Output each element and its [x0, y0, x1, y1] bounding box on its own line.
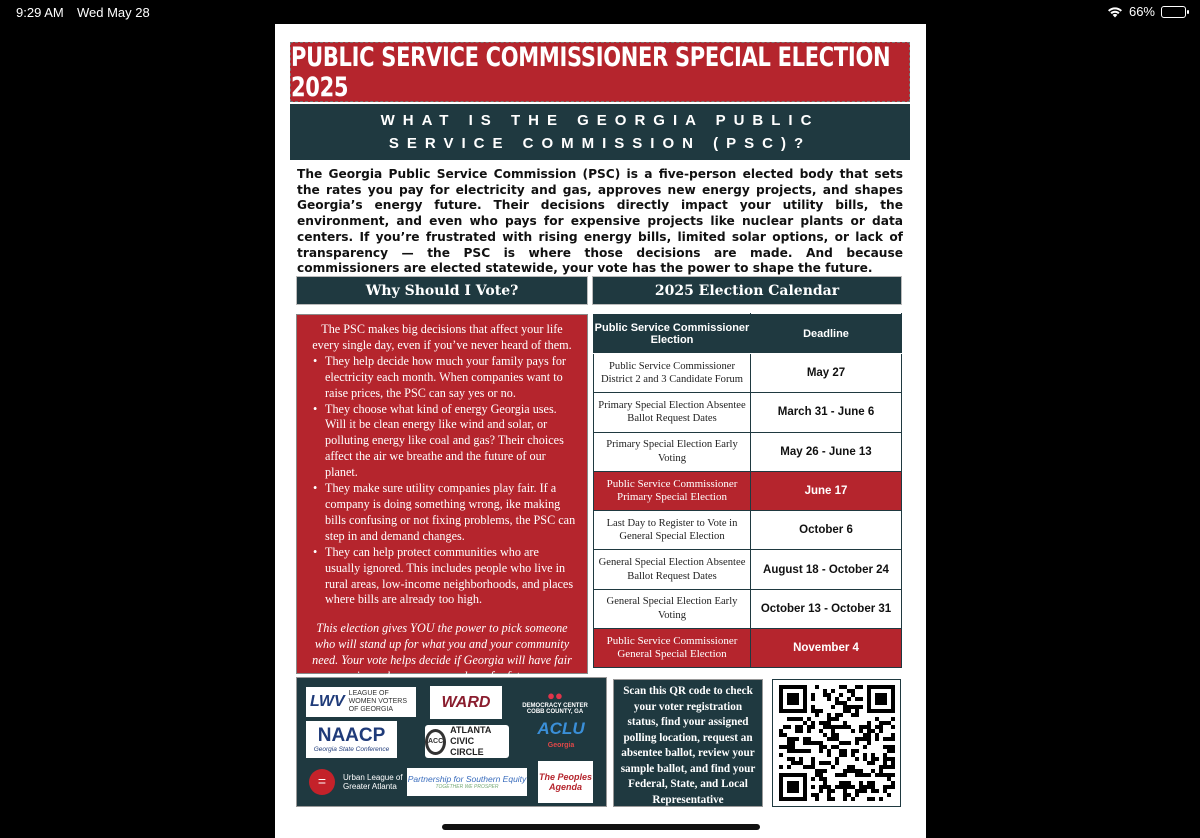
- qr-instructions: Scan this QR code to check your voter registration status, find your assigned polling location, request an absentee ballot, review your sample ballot, and find your Federal, State, and Local Representative: [613, 679, 763, 807]
- aclu-sub: Georgia: [547, 742, 575, 749]
- democracy-center-name: DEMOCRACY CENTER: [522, 702, 588, 709]
- event-cell: Primary Special Election Early Voting: [594, 432, 751, 471]
- why-closing: This election gives YOU the power to pick someone who will stand up for what you and your community need. Your vote helps decide if Georgia will have fair: [312, 621, 572, 668]
- deadline-cell: October 13 - October 31: [751, 589, 902, 628]
- table-row: [594, 511, 902, 550]
- event-cell: Public Service Commissioner Primary Special Election: [594, 471, 751, 510]
- naacp-name: NAACP: [317, 724, 386, 746]
- table-row: [594, 550, 902, 589]
- qr-code: [772, 679, 901, 807]
- why-bullet: • They make sure utility companies play fair. If a company is doing something wrong, ike making bills confusing or not fixing problems, the PSC can step in and demand changes.: [307, 481, 577, 545]
- home-indicator[interactable]: [442, 824, 760, 830]
- acc-mark: ACC: [425, 729, 446, 755]
- table-row-highlight: [594, 629, 902, 668]
- democracy-center-logo: [519, 682, 591, 720]
- pse-name: Partnership for Southern Equity: [407, 774, 527, 784]
- table-row: [594, 393, 902, 432]
- event-cell: General Special Election Early Voting: [594, 589, 751, 628]
- naacp-sub: Georgia State Conference: [313, 745, 390, 753]
- event-cell: Primary Special Election Absentee Ballot Request Dates: [594, 393, 751, 432]
- deadline-cell: May 26 - June 13: [751, 432, 902, 471]
- lwv-logo: [306, 687, 416, 717]
- why-intro: The PSC makes big decisions that affect your life every single day, even if you’ve never heard of them.: [312, 322, 572, 352]
- event-cell: General Special Election Absentee Ballot Request Dates: [594, 550, 751, 589]
- battery-percent: 66%: [1128, 4, 1155, 19]
- aclu-name: ACLU: [537, 719, 585, 738]
- why-bullet: • They choose what kind of energy Georgia uses. Will it be clean energy like wind and solar, or polluting energy like coal and gas? Their choices affect the air we breathe and the future of our planet.: [307, 402, 577, 482]
- deadline-cell: May 27: [751, 354, 902, 393]
- deadline-cell: November 4: [751, 629, 902, 668]
- event-cell: Public Service Commissioner District 2 and 3 Candidate Forum: [594, 354, 751, 393]
- status-bar: [0, 0, 1200, 24]
- pse-logo: [407, 768, 527, 796]
- deadline-column-header: Deadline: [751, 314, 902, 354]
- event-cell: Last Day to Register to Vote in General Special Election: [594, 511, 751, 550]
- table-row: [594, 589, 902, 628]
- election-calendar-table: [593, 313, 902, 668]
- democracy-center-sub: COBB COUNTY, GA: [526, 708, 584, 715]
- peoples-agenda-logo: The Peoples Agenda: [538, 761, 593, 803]
- event-column-header: Public Service Commissioner Election: [594, 314, 751, 354]
- question-banner: [290, 104, 910, 160]
- equals-icon: =: [309, 769, 335, 795]
- atlanta-civic-circle-logo: [425, 725, 509, 758]
- title-banner: [290, 42, 910, 102]
- urban-league-logo: [306, 764, 406, 800]
- deadline-cell: June 17: [751, 471, 902, 510]
- lwv-mark: LWV: [310, 693, 345, 710]
- urban-league-name: Urban League of Greater Atlanta: [343, 772, 403, 791]
- flyer-title: PUBLIC SERVICE COMMISSIONER SPECIAL ELECTION 2025: [291, 42, 891, 102]
- ward-logo: WARD: [430, 686, 502, 719]
- wifi-icon: [1107, 6, 1123, 18]
- status-date: Wed May 28: [77, 5, 150, 20]
- why-bullet: • They can help protect communities who are usually ignored. This includes people who live in rural areas, low-income neighborhoods, and places where bills are already too high.: [307, 545, 577, 609]
- qr-code-icon: [779, 685, 895, 801]
- lwv-name: LEAGUE OF WOMEN VOTERS: [348, 690, 408, 705]
- table-row-highlight: [594, 471, 902, 510]
- partner-logos-panel: [296, 677, 607, 807]
- pse-sub: TOGETHER WE PROSPER: [435, 784, 499, 790]
- table-header-row: [594, 314, 902, 354]
- why-bullet-list: [307, 354, 577, 609]
- deadline-cell: October 6: [751, 511, 902, 550]
- lwv-sub: OF GEORGIA: [348, 706, 394, 713]
- event-cell: Public Service Commissioner General Special Election: [594, 629, 751, 668]
- aclu-logo: [534, 719, 588, 755]
- naacp-logo: [306, 721, 397, 758]
- question-heading: WHAT IS THE GEORGIA PUBLIC SERVICE COMMISSION (PSC)?: [380, 112, 820, 152]
- why-vote-panel: [296, 314, 588, 674]
- calendar-heading: 2025 Election Calendar: [592, 276, 902, 305]
- battery-icon: [1161, 6, 1186, 18]
- why-bullet: • They help decide how much your family pays for electricity each month. When companies want to raise prices, the PSC can say yes or no.: [307, 354, 577, 402]
- table-row: [594, 432, 902, 471]
- deadline-cell: March 31 - June 6: [751, 393, 902, 432]
- status-time: 9:29 AM: [16, 5, 64, 20]
- intro-paragraph: The Georgia Public Service Commission (PSC) is a five-person elected body that sets the rates you pay for electricity and gas, approves new energy projects, and shapes Georgia’s energy future. Their decisions directly impact your utility bills, the environment, and even who pays for expensive projects like nuclear plants or data centers. If you’re frustrated with rising energy bills, limited solar options, or lack of transparency — the PSC is where those decisions are made. And because commissioners are elected statewide, your vote has the power to shape the future.: [297, 167, 903, 276]
- people-icon: ●●: [547, 687, 563, 703]
- flyer-page: [275, 24, 926, 838]
- status-right: [1107, 4, 1186, 19]
- why-vote-heading: Why Should I Vote?: [296, 276, 588, 305]
- table-row: [594, 354, 902, 393]
- deadline-cell: August 18 - October 24: [751, 550, 902, 589]
- acc-name: ATLANTA CIVIC CIRCLE: [450, 725, 491, 757]
